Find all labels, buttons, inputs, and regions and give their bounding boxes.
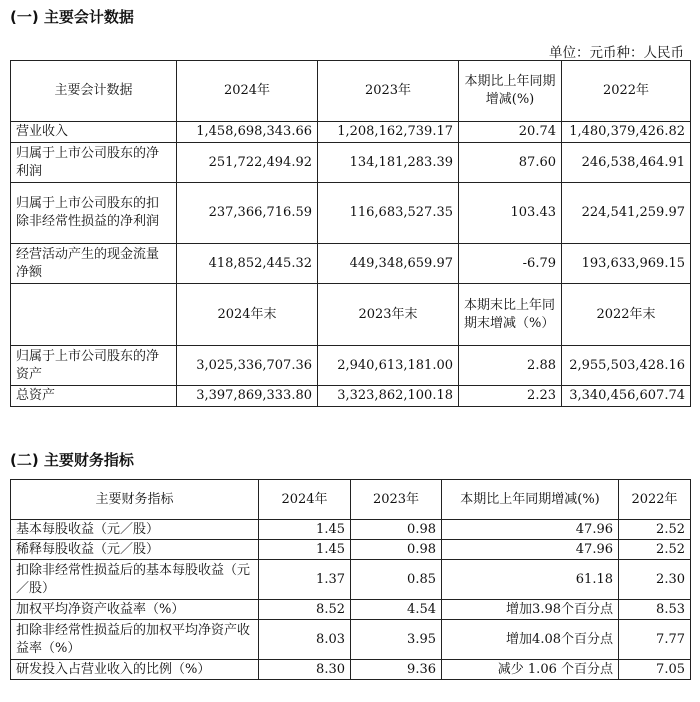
- financial-indicators-table: [10, 479, 691, 680]
- cell-value: 1.45: [259, 520, 351, 540]
- header-cell: 2023年: [351, 480, 442, 520]
- table-row: [11, 122, 691, 143]
- cell-value: 8.53: [619, 600, 691, 620]
- cell-value: 7.77: [619, 620, 691, 660]
- row-label: 归属于上市公司股东的净利润: [11, 143, 177, 183]
- cell-value: 2,955,503,428.16: [562, 346, 691, 386]
- row-label: 经营活动产生的现金流量净额: [11, 244, 177, 284]
- cell-value: 1,458,698,343.66: [177, 122, 318, 143]
- cell-value: 3,025,336,707.36: [177, 346, 318, 386]
- cell-value: 87.60: [459, 143, 562, 183]
- table-row: [11, 600, 691, 620]
- cell-value: 3,397,869,333.80: [177, 386, 318, 407]
- row-label: 加权平均净资产收益率（%）: [11, 600, 259, 620]
- row-label: 营业收入: [11, 122, 177, 143]
- cell-value: 20.74: [459, 122, 562, 143]
- cell-value: 103.43: [459, 183, 562, 244]
- section1-title: (一) 主要会计数据: [10, 8, 134, 26]
- table-row: [11, 346, 691, 386]
- table-row: [11, 560, 691, 600]
- accounting-data-table: [10, 60, 691, 407]
- table-header-row: [11, 480, 691, 520]
- header-cell: [11, 284, 177, 346]
- row-label: 稀释每股收益（元／股）: [11, 540, 259, 560]
- cell-value: 3,323,862,100.18: [318, 386, 459, 407]
- header-cell: 2024年末: [177, 284, 318, 346]
- cell-value: 47.96: [442, 540, 619, 560]
- cell-value: 246,538,464.91: [562, 143, 691, 183]
- cell-value: 8.52: [259, 600, 351, 620]
- row-label: 研发投入占营业收入的比例（%）: [11, 660, 259, 680]
- header-cell: 2022年末: [562, 284, 691, 346]
- cell-value: 2.30: [619, 560, 691, 600]
- table-row: [11, 660, 691, 680]
- cell-value: 9.36: [351, 660, 442, 680]
- unit-label: 单位：元币种：人民币: [549, 45, 684, 61]
- header-cell: 2022年: [562, 61, 691, 122]
- cell-value: 61.18: [442, 560, 619, 600]
- header-cell: 2022年: [619, 480, 691, 520]
- table-row: [11, 620, 691, 660]
- cell-value: 193,633,969.15: [562, 244, 691, 284]
- table-row: [11, 540, 691, 560]
- cell-value: 1.37: [259, 560, 351, 600]
- cell-value: 减少 1.06 个百分点: [442, 660, 619, 680]
- cell-value: 449,348,659.97: [318, 244, 459, 284]
- cell-value: 增加4.08个百分点: [442, 620, 619, 660]
- cell-value: 3,340,456,607.74: [562, 386, 691, 407]
- cell-value: 3.95: [351, 620, 442, 660]
- header-cell: 主要财务指标: [11, 480, 259, 520]
- cell-value: 0.98: [351, 540, 442, 560]
- header-cell: 2024年: [259, 480, 351, 520]
- table-row: [11, 244, 691, 284]
- header-cell: 2023年: [318, 61, 459, 122]
- cell-value: 8.30: [259, 660, 351, 680]
- cell-value: 418,852,445.32: [177, 244, 318, 284]
- header-cell: 本期比上年同期增减(%): [459, 61, 562, 122]
- header-cell: 2023年末: [318, 284, 459, 346]
- cell-value: 1.45: [259, 540, 351, 560]
- header-cell: 本期末比上年同期末增减（%）: [459, 284, 562, 346]
- cell-value: 2.52: [619, 540, 691, 560]
- cell-value: 0.98: [351, 520, 442, 540]
- cell-value: 4.54: [351, 600, 442, 620]
- cell-value: 134,181,283.39: [318, 143, 459, 183]
- cell-value: 116,683,527.35: [318, 183, 459, 244]
- table-row: [11, 143, 691, 183]
- cell-value: 2,940,613,181.00: [318, 346, 459, 386]
- cell-value: 0.85: [351, 560, 442, 600]
- cell-value: 1,480,379,426.82: [562, 122, 691, 143]
- table-row: [11, 386, 691, 407]
- row-label: 归属于上市公司股东的净资产: [11, 346, 177, 386]
- cell-value: 2.23: [459, 386, 562, 407]
- table-row: [11, 183, 691, 244]
- row-label: 扣除非经常性损益后的基本每股收益（元／股）: [11, 560, 259, 600]
- section2-title: (二) 主要财务指标: [10, 451, 134, 469]
- cell-value: 224,541,259.97: [562, 183, 691, 244]
- header-cell: 主要会计数据: [11, 61, 177, 122]
- table-subheader-row: [11, 284, 691, 346]
- cell-value: 2.52: [619, 520, 691, 540]
- cell-value: 8.03: [259, 620, 351, 660]
- row-label: 归属于上市公司股东的扣除非经常性损益的净利润: [11, 183, 177, 244]
- cell-value: 7.05: [619, 660, 691, 680]
- cell-value: 47.96: [442, 520, 619, 540]
- row-label: 扣除非经常性损益后的加权平均净资产收益率（%）: [11, 620, 259, 660]
- row-label: 基本每股收益（元／股）: [11, 520, 259, 540]
- cell-value: 增加3.98个百分点: [442, 600, 619, 620]
- cell-value: 237,366,716.59: [177, 183, 318, 244]
- cell-value: 251,722,494.92: [177, 143, 318, 183]
- table-row: [11, 520, 691, 540]
- cell-value: -6.79: [459, 244, 562, 284]
- table-header-row: [11, 61, 691, 122]
- cell-value: 2.88: [459, 346, 562, 386]
- cell-value: 1,208,162,739.17: [318, 122, 459, 143]
- header-cell: 本期比上年同期增减(%): [442, 480, 619, 520]
- row-label: 总资产: [11, 386, 177, 407]
- header-cell: 2024年: [177, 61, 318, 122]
